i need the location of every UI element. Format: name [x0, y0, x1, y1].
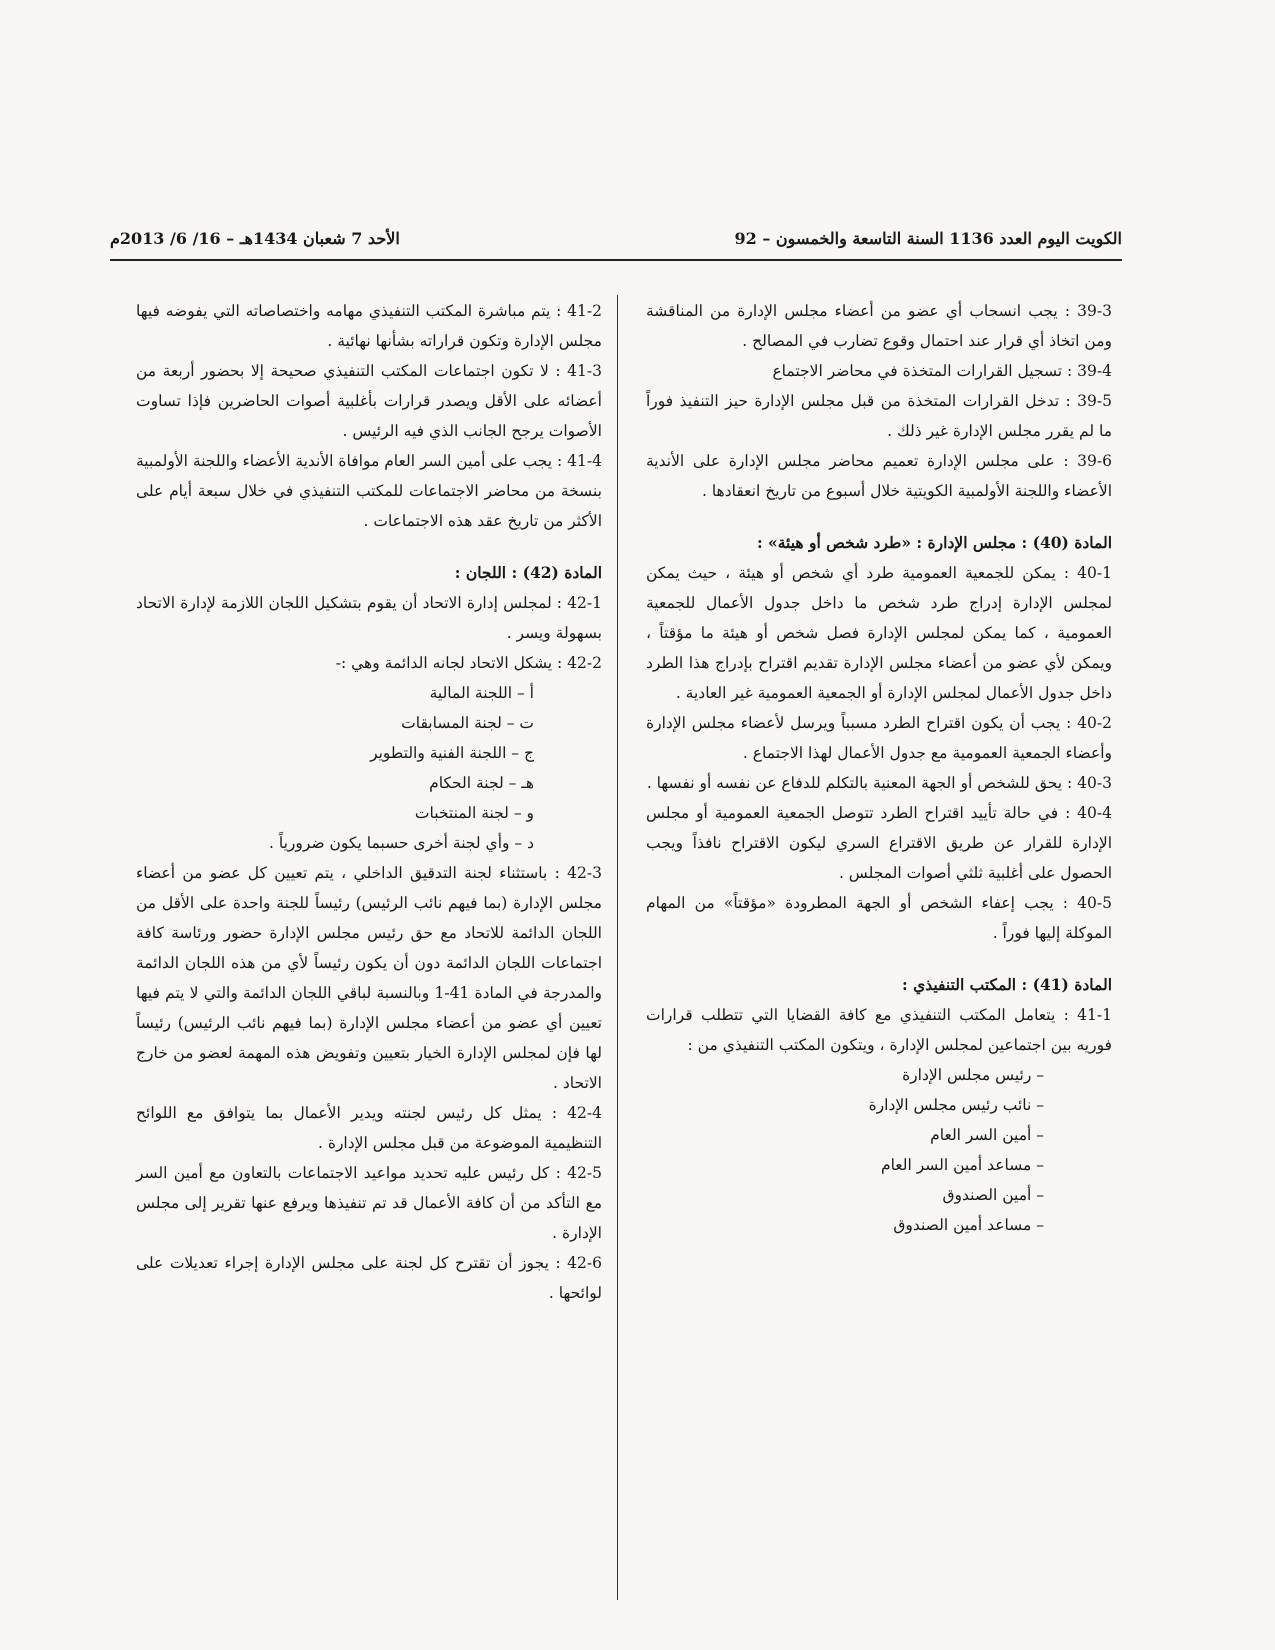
- list-item: – أمين الصندوق: [942, 1186, 1044, 1204]
- clause-40-3: 40-3 : يحق للشخص أو الجهة المعنية بالتكلم للدفاع عن نفسه أو نفسها .: [646, 774, 1112, 792]
- article-40-heading: المادة (40) : مجلس الإدارة : «طرد شخص أو هيئة» :: [756, 533, 1112, 552]
- list-item: – نائب رئيس مجلس الإدارة: [868, 1096, 1044, 1114]
- clause-39-5: 39-5 : تدخل القرارات المتخذة من قبل مجلس الإدارة حيز التنفيذ فوراً ما لم يقرر مجلس الإدارة غير ذلك .: [646, 392, 1112, 440]
- clause-41-4: 41-4 : يجب على أمين السر العام موافاة الأندية الأعضاء واللجنة الأولمبية بنسخة من محاضر الاجتماعات للمكتب التنفيذي في خلال سبعة أيام على الأكثر من تاريخ عقد هذه الاجتماعات .: [136, 452, 602, 530]
- clause-39-4: 39-4 : تسجيل القرارات المتخذة في محاضر الاجتماع: [772, 362, 1112, 380]
- clause-39-6: 39-6 : على مجلس الإدارة تعميم محاضر مجلس الإدارة على الأندية الأعضاء واللجنة الأولمبية الكويتية خلال أسبوع من تاريخ انعقادها .: [646, 452, 1112, 500]
- clause-40-2: 40-2 : يجب أن يكون اقتراح الطرد مسبباً ويرسل لأعضاء مجلس الإدارة وأعضاء الجمعية العمومية مع جدول الأعمال لهذا الاجتماع .: [646, 714, 1112, 762]
- list-item: أ – اللجنة المالية: [429, 684, 534, 702]
- clause-42-1: 42-1 : لمجلس إدارة الاتحاد أن يقوم بتشكيل اللجان اللازمة لإدارة الاتحاد بسهولة ويسر .: [136, 594, 602, 642]
- header-issue-info: الكويت اليوم العدد 1136 السنة التاسعة والخمسون – 92: [734, 228, 1122, 248]
- clause-42-2: 42-2 : يشكل الاتحاد لجانه الدائمة وهي :-: [335, 654, 602, 672]
- right-column: [646, 296, 1112, 1240]
- left-column: [136, 296, 602, 1308]
- article-42-heading: المادة (42) : اللجان :: [454, 563, 602, 582]
- list-item: – مساعد أمين الصندوق: [893, 1216, 1044, 1234]
- clause-41-1: 41-1 : يتعامل المكتب التنفيذي مع كافة القضايا التي تتطلب قرارات فوريه بين اجتماعين لمجلس الإدارة ، ويتكون المكتب التنفيذي من :: [646, 1006, 1112, 1054]
- list-item: ج – اللجنة الفنية والتطوير: [370, 744, 534, 762]
- page-header: [110, 224, 1122, 252]
- clause-39-3: 39-3 : يجب انسحاب أي عضو من أعضاء مجلس الإدارة من المناقشة ومن اتخاذ أي قرار عند احتمال وقوع تضارب في المصالح .: [646, 302, 1112, 350]
- clause-40-4: 40-4 : في حالة تأييد اقتراح الطرد تتوصل الجمعية العمومية أو مجلس الإدارة للقرار عن طريق الاقتراع السري ليكون الاقتراح نافذاً ويجب الحصول على أغلبية ثلثي أصوات المجلس .: [646, 804, 1112, 882]
- list-item: ت – لجنة المسابقات: [401, 714, 534, 732]
- list-item: – أمين السر العام: [930, 1126, 1044, 1144]
- clause-42-3: 42-3 : باستثناء لجنة التدقيق الداخلي ، يتم تعيين كل عضو من أعضاء مجلس الإدارة (بما فيهم نائب الرئيس) رئيساً للجنة واحدة على الأقل من اللجان الدائمة للاتحاد مع حق رئيس مجلس الإدارة حضور ورئاسة كافة اجتماعات اللجان الدائمة دون أن يكون رئيساً لأي من هذه اللجان الدائمة والمدرجة في المادة 41-1 وبالنسبة لباقي اللجان الدائمة والتي لا يتم فيها تعيين أي عضو من أعضاء مجلس الإدارة (بما فيهم نائب الرئيس) رئيساً لها فإن لمجلس الإدارة الخيار بتعيين وتفويض هذه المهمة لعضو من خارج الاتحاد .: [136, 864, 602, 1092]
- list-item: – رئيس مجلس الإدارة: [902, 1066, 1044, 1084]
- list-item: – مساعد أمين السر العام: [880, 1156, 1044, 1174]
- list-item: هـ – لجنة الحكام: [429, 774, 534, 792]
- column-divider: [617, 295, 618, 1600]
- clause-41-3: 41-3 : لا تكون اجتماعات المكتب التنفيذي صحيحة إلا بحضور أربعة من أعضائه على الأقل ويصدر قرارات بأغلبية أصوات الحاضرين فإذا تساوت الأصوات يرجح الجانب الذي فيه الرئيس .: [136, 362, 602, 440]
- list-item: و – لجنة المنتخبات: [414, 804, 534, 822]
- clause-42-5: 42-5 : كل رئيس عليه تحديد مواعيد الاجتماعات بالتعاون مع أمين السر مع التأكد من أن كافة الأعمال قد تم تنفيذها ويرفع عنها تقرير إلى مجلس الإدارة .: [136, 1164, 602, 1242]
- clause-40-5: 40-5 : يجب إعفاء الشخص أو الجهة المطرودة «مؤقتاً» من المهام الموكلة إليها فوراً .: [646, 894, 1112, 942]
- clause-42-6: 42-6 : يجوز أن تقترح كل لجنة على مجلس الإدارة إجراء تعديلات على لوائحها .: [136, 1254, 602, 1302]
- list-item: د – وأي لجنة أخرى حسبما يكون ضرورياً .: [269, 834, 534, 852]
- clause-40-1: 40-1 : يمكن للجمعية العمومية طرد أي شخص أو هيئة ، حيث يمكن لمجلس الإدارة إدراج طرد شخص ما داخل جدول الأعمال للجمعية العمومية ، كما يمكن لمجلس الإدارة فصل شخص أو هيئة ما مؤقتاً ، ويمكن لأي عضو من أعضاء مجلس الإدارة تقديم اقتراح بإدراج هذا الطرد داخل جدول الأعمال لمجلس الإدارة أو الجمعية العمومية غير العادية .: [646, 564, 1112, 702]
- clause-41-2: 41-2 : يتم مباشرة المكتب التنفيذي مهامه واختصاصاته التي يفوضه فيها مجلس الإدارة وتكون قراراته بشأنها نهائية .: [136, 302, 602, 350]
- header-divider: [110, 259, 1122, 261]
- clause-42-4: 42-4 : يمثل كل رئيس لجنته ويدير الأعمال بما يتوافق مع اللوائح التنظيمية الموضوعة من قبل مجلس الإدارة .: [136, 1104, 602, 1152]
- article-41-heading: المادة (41) : المكتب التنفيذي :: [901, 975, 1112, 994]
- header-date: الأحد 7 شعبان 1434هـ – 16/ 6/ 2013م: [110, 228, 400, 248]
